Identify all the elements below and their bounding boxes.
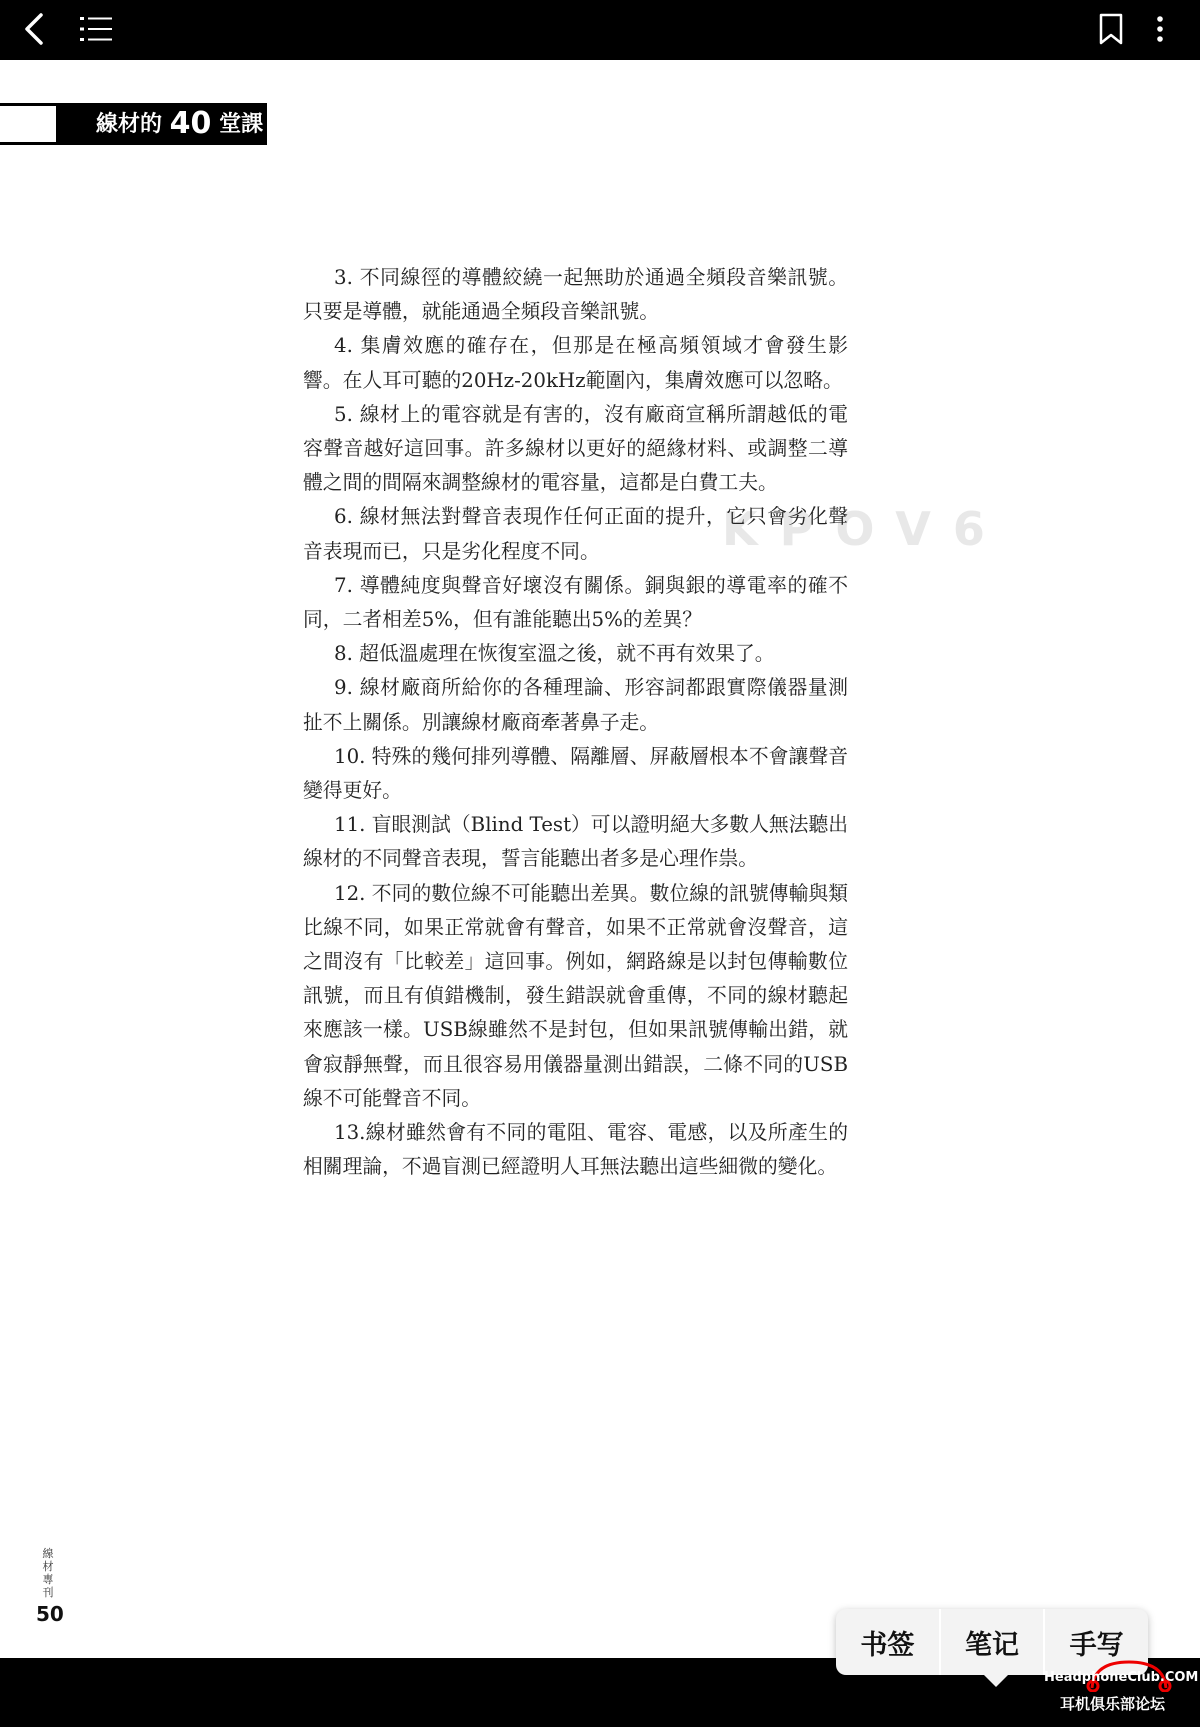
top-toolbar xyxy=(0,0,1200,60)
watermark: KPOV6 xyxy=(722,502,1007,556)
paragraph: 12. 不同的數位線不可能聽出差異。數位線的訊號傳輸與類比線不同，如果正常就會有聲音，如果不正常就會沒聲音，這之間沒有「比較差」這回事。例如，網路線是以封包傳輸數位訊號，而且有偵錯機制，發生錯誤就會重傳，不同的線材聽起來應該一樣。USB線雖然不是封包，但如果訊號傳輸出錯，就會寂靜無聲，而且很容易用儀器量測出錯誤，二條不同的USB線不可能聲音不同。 xyxy=(303,881,848,1110)
bookmark-button[interactable] xyxy=(1091,14,1131,48)
paragraph: 5. 線材上的電容就是有害的，沒有廠商宣稱所謂越低的電容聲音越好這回事。許多線材以更好的絕緣材料、或調整二導體之間的間隔來調整線材的電容量，這都是白費工夫。 xyxy=(303,402,848,495)
list-icon xyxy=(79,15,113,47)
side-label: 線材專刊 xyxy=(42,1547,54,1599)
paragraph: 4. 集膚效應的確存在，但那是在極高頻領域才會發生影響。在人耳可聽的20Hz-20kHz範圍內，集膚效應可以忽略。 xyxy=(303,334,848,392)
chapter-header xyxy=(0,103,267,145)
paragraph: 6. 線材無法對聲音表現作任何正面的提升，它只會劣化聲音表現而已，只是劣化程度不同。 xyxy=(303,505,848,563)
paragraph: 3. 不同線徑的導體絞繞一起無助於通過全頻段音樂訊號。只要是導體，就能通過全頻段音樂訊號。 xyxy=(303,266,848,324)
toc-button[interactable] xyxy=(76,14,116,48)
paragraph: 7. 導體純度與聲音好壞沒有關係。銅與銀的導電率的確不同，二者相差5%，但有誰能聽出5%的差異？ xyxy=(303,573,848,632)
more-button[interactable] xyxy=(1140,14,1180,48)
page-body-text xyxy=(303,261,848,1184)
paragraph: 9. 線材廠商所給你的各種理論、形容詞都跟實際儀器量測扯不上關係。別讓線材廠商牽著鼻子走。 xyxy=(303,676,848,734)
handwrite-action-button[interactable]: 手写 xyxy=(1069,1629,1124,1661)
more-vertical-icon xyxy=(1156,15,1164,47)
chevron-left-icon xyxy=(22,12,46,50)
header-white-box xyxy=(0,106,56,142)
back-button[interactable] xyxy=(14,14,54,48)
bookmark-action-button[interactable]: 书签 xyxy=(860,1629,915,1661)
site-watermark-logo: HeadphoneClub.COM 耳机俱乐部论坛 xyxy=(1040,1660,1200,1727)
paragraph: 11. 盲眼測試（Blind Test）可以證明絕大多數人無法聽出線材的不同聲音表現，誓言能聽出者多是心理作祟。 xyxy=(303,813,848,871)
paragraph: 13.線材雖然會有不同的電阻、電容、電感，以及所產生的相關理論，不過盲測已經證明人耳無法聽出這些細微的變化。 xyxy=(303,1121,848,1179)
notes-action-button[interactable]: 笔记 xyxy=(965,1629,1019,1661)
popup-pointer xyxy=(983,1674,1009,1687)
paragraph: 8. 超低溫處理在恢復室溫之後，就不再有效果了。 xyxy=(334,642,775,666)
chapter-title: 線材的 40 堂課 xyxy=(96,106,264,141)
bookmark-icon xyxy=(1098,13,1124,49)
page-number: 50 xyxy=(36,1602,64,1626)
paragraph: 10. 特殊的幾何排列導體、隔離層、屏蔽層根本不會讓聲音變得更好。 xyxy=(303,744,848,803)
